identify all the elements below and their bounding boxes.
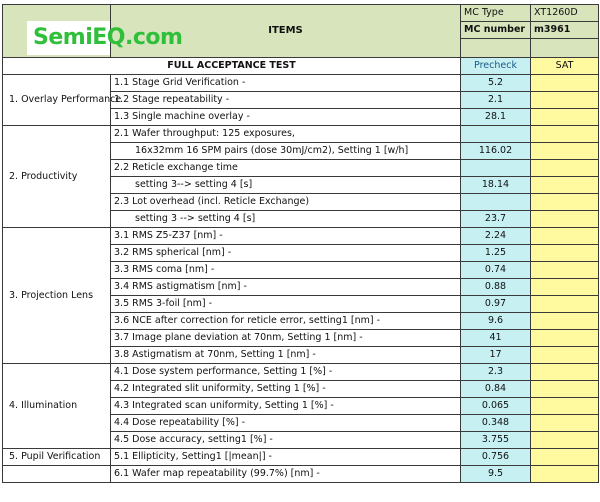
sat-value[interactable]: [531, 330, 599, 347]
precheck-header: Precheck: [461, 58, 531, 75]
precheck-value[interactable]: 0.065: [461, 398, 531, 415]
item-description: 4.1 Dose system performance, Setting 1 [%] -: [111, 364, 461, 381]
header-row-1: [3, 5, 599, 22]
sat-value[interactable]: [531, 109, 599, 126]
sat-value[interactable]: [531, 211, 599, 228]
section-label: 5. Pupil Verification: [3, 449, 111, 466]
table-row: [3, 364, 599, 381]
item-description: 3.2 RMS spherical [nm] -: [111, 245, 461, 262]
sat-value[interactable]: [531, 194, 599, 211]
item-description: 1.3 Single machine overlay -: [111, 109, 461, 126]
precheck-value[interactable]: 23.7: [461, 211, 531, 228]
precheck-value[interactable]: 17: [461, 347, 531, 364]
precheck-value[interactable]: 2.24: [461, 228, 531, 245]
precheck-value[interactable]: 0.88: [461, 279, 531, 296]
precheck-value[interactable]: 2.1: [461, 92, 531, 109]
item-description: 4.5 Dose accuracy, setting1 [%] -: [111, 432, 461, 449]
sat-value[interactable]: [531, 262, 599, 279]
header-blank-2: [531, 39, 599, 58]
item-description: 2.3 Lot overhead (incl. Reticle Exchange): [111, 194, 461, 211]
section-label: 2. Productivity: [3, 126, 111, 228]
sat-value[interactable]: [531, 415, 599, 432]
sat-value[interactable]: [531, 126, 599, 143]
precheck-value[interactable]: 9.6: [461, 313, 531, 330]
precheck-value[interactable]: 41: [461, 330, 531, 347]
logo-cell: [3, 5, 183, 58]
sat-header: SAT: [531, 58, 599, 75]
sat-value[interactable]: [531, 279, 599, 296]
item-description: 16x32mm 16 SPM pairs (dose 30mJ/cm2), Setting 1 [w/h]: [111, 143, 461, 160]
items-header: ITEMS: [111, 5, 461, 58]
precheck-value[interactable]: 0.348: [461, 415, 531, 432]
sat-value[interactable]: [531, 398, 599, 415]
sat-value[interactable]: [531, 313, 599, 330]
logo-text: SemiEQ.com: [33, 25, 183, 50]
sat-value[interactable]: [531, 449, 599, 466]
item-description: 4.3 Integrated scan uniformity, Setting 1 [%] -: [111, 398, 461, 415]
precheck-value[interactable]: 28.1: [461, 109, 531, 126]
table-row: [3, 126, 599, 143]
header-blank-1: [461, 39, 531, 58]
section-label: 3. Projection Lens: [3, 228, 111, 364]
item-description: 6.1 Wafer map repeatability (99.7%) [nm] -: [111, 466, 461, 483]
sat-value[interactable]: [531, 347, 599, 364]
sat-value[interactable]: [531, 75, 599, 92]
sat-value[interactable]: [531, 160, 599, 177]
precheck-value[interactable]: 9.5: [461, 466, 531, 483]
precheck-value[interactable]: 0.84: [461, 381, 531, 398]
sat-value[interactable]: [531, 228, 599, 245]
section-label: 1. Overlay Performance: [3, 75, 111, 126]
sat-value[interactable]: [531, 143, 599, 160]
sat-value[interactable]: [531, 296, 599, 313]
item-description: setting 3 --> setting 4 [s]: [111, 211, 461, 228]
precheck-value[interactable]: 2.3: [461, 364, 531, 381]
sat-value[interactable]: [531, 466, 599, 483]
precheck-value[interactable]: 0.97: [461, 296, 531, 313]
sat-value[interactable]: [531, 432, 599, 449]
precheck-value[interactable]: 0.756: [461, 449, 531, 466]
sat-value[interactable]: [531, 92, 599, 109]
sat-value[interactable]: [531, 177, 599, 194]
item-description: 3.4 RMS astigmatism [nm] -: [111, 279, 461, 296]
item-description: 3.1 RMS Z5-Z37 [nm] -: [111, 228, 461, 245]
table-row: [3, 75, 599, 92]
item-description: 4.2 Integrated slit uniformity, Setting 1 [%] -: [111, 381, 461, 398]
precheck-value[interactable]: 18.14: [461, 177, 531, 194]
table-row: [3, 449, 599, 466]
item-description: 3.3 RMS coma [nm] -: [111, 262, 461, 279]
precheck-value[interactable]: [461, 126, 531, 143]
acceptance-table: [2, 4, 599, 483]
precheck-value[interactable]: 0.74: [461, 262, 531, 279]
item-description: 5.1 Ellipticity, Setting1 [|mean|] -: [111, 449, 461, 466]
item-description: setting 3--> setting 4 [s]: [111, 177, 461, 194]
item-description: 1.2 Stage repeatability -: [111, 92, 461, 109]
sat-value[interactable]: [531, 364, 599, 381]
subheader-row: [3, 58, 599, 75]
section-label: 4. Illumination: [3, 364, 111, 449]
precheck-value[interactable]: [461, 194, 531, 211]
precheck-value[interactable]: 1.25: [461, 245, 531, 262]
mc-type-value: XT1260D: [531, 5, 599, 22]
item-description: 2.1 Wafer throughput: 125 exposures,: [111, 126, 461, 143]
item-description: 3.7 Image plane deviation at 70nm, Setting 1 [nm] -: [111, 330, 461, 347]
item-description: 4.4 Dose repeatability [%] -: [111, 415, 461, 432]
sat-value[interactable]: [531, 381, 599, 398]
mc-number-label: MC number: [461, 22, 531, 39]
item-description: 3.5 RMS 3-foil [nm] -: [111, 296, 461, 313]
full-acceptance-title: FULL ACCEPTANCE TEST: [3, 58, 461, 75]
item-description: 1.1 Stage Grid Verification -: [111, 75, 461, 92]
section-label: [3, 466, 111, 483]
item-description: 3.8 Astigmatism at 70nm, Setting 1 [nm] -: [111, 347, 461, 364]
mc-type-label: MC Type: [461, 5, 531, 22]
semieq-logo: [27, 21, 185, 55]
mc-number-value: m3961: [531, 22, 599, 39]
table-row: [3, 228, 599, 245]
item-description: 2.2 Reticle exchange time: [111, 160, 461, 177]
item-description: 3.6 NCE after correction for reticle error, setting1 [nm] -: [111, 313, 461, 330]
precheck-value[interactable]: 116.02: [461, 143, 531, 160]
sat-value[interactable]: [531, 245, 599, 262]
precheck-value[interactable]: [461, 160, 531, 177]
precheck-value[interactable]: 5.2: [461, 75, 531, 92]
precheck-value[interactable]: 3.755: [461, 432, 531, 449]
table-row: [3, 466, 599, 483]
